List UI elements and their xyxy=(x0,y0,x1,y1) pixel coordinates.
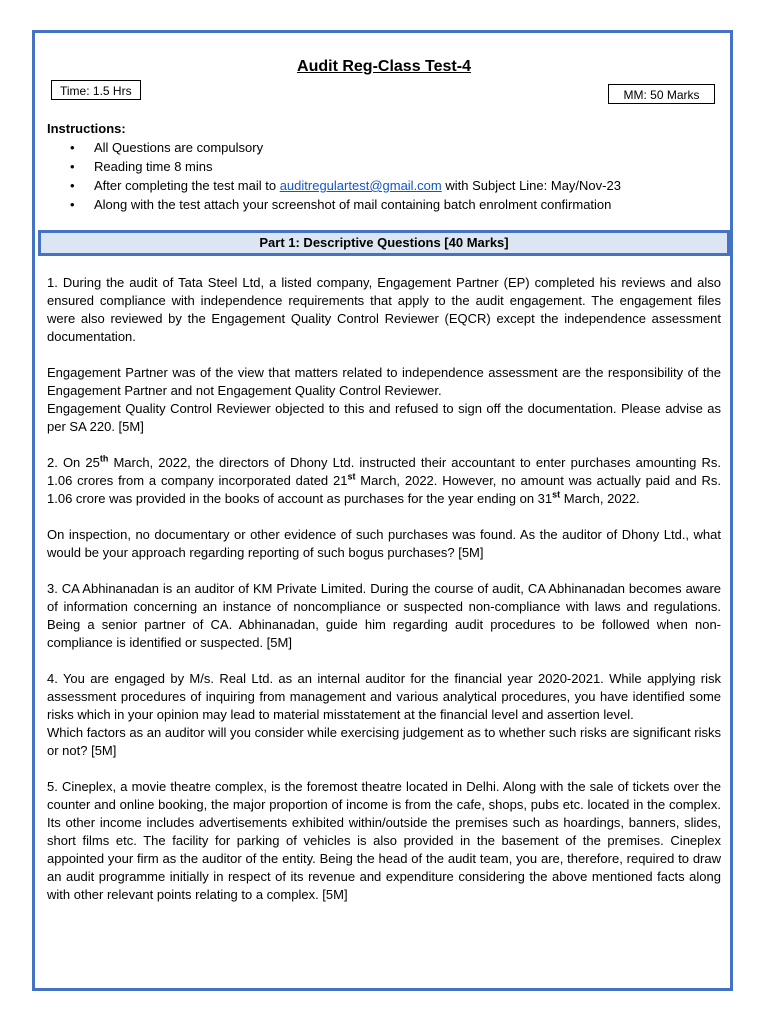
max-marks-box: MM: 50 Marks xyxy=(608,84,715,104)
question-2 xyxy=(47,454,721,508)
instructions xyxy=(47,120,727,214)
question-4-ask: Which factors as an auditor will you consider while exercising judgement as to whether such risks are significant risks or not? [5M] xyxy=(47,725,721,758)
q2-sup: st xyxy=(347,471,356,482)
instruction-item: • All Questions are compulsory xyxy=(94,138,727,157)
email-link[interactable]: auditregulartest@gmail.com xyxy=(279,178,442,193)
question-1: 1. During the audit of Tata Steel Ltd, a listed company, Engagement Partner (EP) completed his reviews and also ensured compliance with independence requirements that apply to the audit engagement. The engagement files were also reviewed by the Engagement Quality Control Reviewer (EQCR) except the independence assessment documentation. xyxy=(47,275,721,344)
question-2-ask: On inspection, no documentary or other evidence of such purchases was found. As the auditor of Dhony Ltd., what would be your approach regarding reporting of such bogus purchases? [5M] xyxy=(47,527,721,560)
q2-text: March, 2022. However, no amount was actually paid and Rs. 1.06 crore was provided in the books of account as purchases for the year ending on 31 xyxy=(47,473,721,506)
question-1-view: Engagement Partner was of the view that matters related to independence assessment are the responsibility of the Engagement Partner and not Engagement Quality Control Reviewer. xyxy=(47,365,721,398)
instructions-heading: Instructions: xyxy=(47,121,126,136)
q2-sup: st xyxy=(552,489,561,500)
q2-text: 2. On 25 xyxy=(47,455,100,470)
questions xyxy=(47,274,721,904)
q2-text: March, 2022, the directors of Dhony Ltd. instructed their accountant to enter purchases amounting Rs. 1.06 crores from a company incorporated dated 21 xyxy=(47,455,721,488)
time-box: Time: 1.5 Hrs xyxy=(51,80,141,100)
q2-sup: th xyxy=(99,453,109,464)
page-title: Audit Reg-Class Test-4 xyxy=(297,58,471,75)
question-1-ask: Engagement Quality Control Reviewer objected to this and refused to sign off the documentation. Please advise as per SA 220. [5M] xyxy=(47,401,721,434)
mail-prefix: After completing the test mail to xyxy=(94,178,280,193)
q2-text: March, 2022. xyxy=(560,491,640,506)
question-5: 5. Cineplex, a movie theatre complex, is the foremost theatre located in Delhi. Along with the sale of tickets over the counter and online booking, the major proportion of income is from the cafe, shops, pubs etc. located in the complex. Its other income includes advertisements exhibited within/outside the premises such as hoardings, banners, slides, short films etc. The facility for parking of vehicles is also provided in the basement of the premises. Cineplex appointed your firm as the auditor of the entity. Being the head of the audit team, you are, therefore, required to draw an audit programme initially in respect of its revenue and expenditure considering the above mentioned facts along with other relevant points relating to a complex. [5M] xyxy=(47,779,721,902)
mail-suffix: with Subject Line: May/Nov-23 xyxy=(441,178,621,193)
instruction-item: • Along with the test attach your screenshot of mail containing batch enrolment confirmation xyxy=(94,195,727,214)
question-4: 4. You are engaged by M/s. Real Ltd. as an internal auditor for the financial year 2020-2021. While applying risk assessment procedures of inquiring from management and various analytical procedures, you have identified some risks which in your opinion may lead to material misstatement at the financial level and assertion level. xyxy=(47,671,721,722)
instruction-item-mail xyxy=(94,176,727,195)
question-3: 3. CA Abhinanadan is an auditor of KM Private Limited. During the course of audit, CA Abhinanadan becomes aware of information concerning an instance of noncompliance or suspected non-compliance with laws and regulations. Being a senior partner of CA. Abhinanadan, guide him regarding audit procedures to be followed when non-compliance is identified or suspected. [5M] xyxy=(47,581,721,650)
instructions-list xyxy=(47,138,727,214)
part1-heading: Part 1: Descriptive Questions [40 Marks] xyxy=(38,230,730,256)
instruction-item: • Reading time 8 mins xyxy=(94,157,727,176)
